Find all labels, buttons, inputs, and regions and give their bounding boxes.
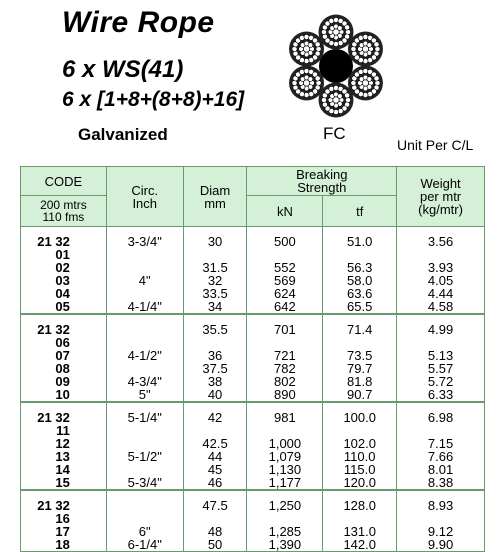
- cell-diam: 47.5: [183, 499, 247, 525]
- cell-diam: 30: [183, 235, 247, 261]
- core-label: FC: [323, 124, 346, 143]
- header-diam-line2: mm: [204, 195, 226, 211]
- cell-kn: 1,000: [247, 437, 323, 450]
- cell-weight: 4.58: [397, 300, 485, 314]
- cell-diam: 42: [183, 411, 247, 437]
- cell-kn: 1,130: [247, 463, 323, 476]
- table-row: [21, 261, 485, 274]
- cell-diam: 32: [183, 274, 247, 287]
- construction-label: 6 x WS(41): [62, 56, 184, 83]
- cell-weight: 7.66: [397, 450, 485, 463]
- header-circ-line1: Circ.: [131, 182, 159, 198]
- table-row: [21, 287, 485, 300]
- cell-kn: 642: [247, 300, 323, 314]
- cell-code: 21 32 01: [21, 235, 107, 261]
- cell-code: 07: [21, 349, 107, 362]
- cell-weight: 5.13: [397, 349, 485, 362]
- cell-tf: 65.5: [323, 300, 397, 314]
- table-row: [21, 463, 485, 476]
- header-weight: [397, 167, 485, 227]
- cell-code: 02: [21, 261, 107, 274]
- cell-weight: 8.01: [397, 463, 485, 476]
- table-row: [21, 362, 485, 375]
- cell-kn: 500: [247, 235, 323, 261]
- cell-tf: 102.0: [323, 437, 397, 450]
- cell-diam: 34: [183, 300, 247, 314]
- finish-label: Galvanized: [78, 125, 168, 144]
- cell-code: 03: [21, 274, 107, 287]
- cell-weight: 4.99: [397, 323, 485, 349]
- spec-table-body: [21, 227, 485, 552]
- header-kn: kN: [247, 196, 323, 227]
- table-row: [21, 437, 485, 450]
- cell-weight: 6.33: [397, 388, 485, 402]
- cell-tf: 131.0: [323, 525, 397, 538]
- cell-circ: 4": [106, 274, 183, 287]
- cell-diam: 35.5: [183, 323, 247, 349]
- cell-code: 13: [21, 450, 107, 463]
- cell-code: 21 32 16: [21, 499, 107, 525]
- cell-diam: 42.5: [183, 437, 247, 450]
- cell-weight: 8.93: [397, 499, 485, 525]
- cell-circ: 5": [106, 388, 183, 402]
- table-row: [21, 538, 485, 552]
- cell-kn: 552: [247, 261, 323, 274]
- cell-diam: 46: [183, 476, 247, 490]
- cell-weight: 5.57: [397, 362, 485, 375]
- cell-tf: 71.4: [323, 323, 397, 349]
- cell-kn: 782: [247, 362, 323, 375]
- cell-code: 18: [21, 538, 107, 552]
- cell-circ: [106, 323, 183, 349]
- cell-circ: 3-3/4": [106, 235, 183, 261]
- cell-kn: 569: [247, 274, 323, 287]
- table-row: [21, 375, 485, 388]
- cell-circ: 5-1/2": [106, 450, 183, 463]
- table-row: [21, 323, 485, 349]
- table-row: [21, 476, 485, 490]
- cell-weight: 9.90: [397, 538, 485, 552]
- cell-weight: 8.38: [397, 476, 485, 490]
- cell-kn: 981: [247, 411, 323, 437]
- cell-tf: 56.3: [323, 261, 397, 274]
- header-diam-line1: Diam: [199, 182, 231, 198]
- cell-kn: 721: [247, 349, 323, 362]
- header-tf: tf: [323, 196, 397, 227]
- header-diam: [183, 167, 247, 227]
- cell-diam: 38: [183, 375, 247, 388]
- header-weight-line1: Weight: [420, 176, 461, 191]
- cell-diam: 36: [183, 349, 247, 362]
- cell-kn: 1,285: [247, 525, 323, 538]
- cell-circ: 6": [106, 525, 183, 538]
- cell-tf: 58.0: [323, 274, 397, 287]
- cell-code: 17: [21, 525, 107, 538]
- cell-diam: 48: [183, 525, 247, 538]
- cell-diam: 37.5: [183, 362, 247, 375]
- cell-circ: 4-3/4": [106, 375, 183, 388]
- table-row: [21, 274, 485, 287]
- cell-tf: 115.0: [323, 463, 397, 476]
- cell-code: 04: [21, 287, 107, 300]
- cell-tf: 79.7: [323, 362, 397, 375]
- spacer-cell: [106, 314, 183, 323]
- cell-weight: 4.44: [397, 287, 485, 300]
- table-row: [21, 450, 485, 463]
- cell-code: 21 32 11: [21, 411, 107, 437]
- cell-tf: 100.0: [323, 411, 397, 437]
- header-breaking-line1: Breaking: [296, 167, 348, 182]
- cell-code: 08: [21, 362, 107, 375]
- cell-weight: 7.15: [397, 437, 485, 450]
- cell-weight: 6.98: [397, 411, 485, 437]
- cell-code: 05: [21, 300, 107, 314]
- cell-code: 14: [21, 463, 107, 476]
- cell-diam: 31.5: [183, 261, 247, 274]
- spec-table: [20, 166, 485, 552]
- header-breaking: [247, 167, 397, 196]
- cell-kn: 802: [247, 375, 323, 388]
- group-spacer: [21, 227, 485, 236]
- unit-note: Unit Per C/L: [397, 137, 474, 153]
- cell-weight: 9.12: [397, 525, 485, 538]
- rope-cross-section-icon: [284, 14, 388, 118]
- formula-label: 6 x [1+8+(8+8)+16]: [62, 88, 245, 111]
- cell-tf: 81.8: [323, 375, 397, 388]
- table-row: [21, 411, 485, 437]
- header-code-sub2: 110 fms: [42, 210, 85, 224]
- table-row: [21, 499, 485, 525]
- cell-tf: 51.0: [323, 235, 397, 261]
- cell-kn: 1,390: [247, 538, 323, 552]
- cell-tf: 110.0: [323, 450, 397, 463]
- cell-kn: 701: [247, 323, 323, 349]
- cell-circ: 5-1/4": [106, 411, 183, 437]
- cell-tf: 120.0: [323, 476, 397, 490]
- cell-circ: 4-1/2": [106, 349, 183, 362]
- header-code: CODE: [21, 167, 107, 196]
- table-row: [21, 388, 485, 402]
- cell-diam: 50: [183, 538, 247, 552]
- header-weight-line3: (kg/mtr): [418, 202, 463, 217]
- cell-tf: 128.0: [323, 499, 397, 525]
- cell-circ: [106, 499, 183, 525]
- cell-code: 10: [21, 388, 107, 402]
- cell-tf: 90.7: [323, 388, 397, 402]
- cell-diam: 44: [183, 450, 247, 463]
- page-title: Wire Rope: [62, 6, 215, 39]
- header-circ: [106, 167, 183, 227]
- cell-kn: 1,079: [247, 450, 323, 463]
- cell-diam: 33.5: [183, 287, 247, 300]
- cell-kn: 890: [247, 388, 323, 402]
- table-row: [21, 349, 485, 362]
- group-spacer: [21, 490, 485, 499]
- spacer-cell: [106, 490, 183, 499]
- cell-weight: 5.72: [397, 375, 485, 388]
- cell-diam: 45: [183, 463, 247, 476]
- cell-weight: 3.93: [397, 261, 485, 274]
- header-code-sub1: 200 mtrs: [40, 198, 87, 212]
- cell-code: 09: [21, 375, 107, 388]
- cell-circ: 6-1/4": [106, 538, 183, 552]
- cell-code: 12: [21, 437, 107, 450]
- header-weight-line2: per mtr: [419, 189, 462, 204]
- table-row: [21, 235, 485, 261]
- cell-code: 15: [21, 476, 107, 490]
- cell-circ: 5-3/4": [106, 476, 183, 490]
- cell-weight: 3.56: [397, 235, 485, 261]
- group-spacer: [21, 314, 485, 323]
- group-spacer: [21, 402, 485, 411]
- cell-code: 21 32 06: [21, 323, 107, 349]
- cell-kn: 624: [247, 287, 323, 300]
- header-code-sub: [21, 196, 107, 227]
- header-circ-line2: Inch: [132, 195, 158, 211]
- table-row: [21, 300, 485, 314]
- cell-tf: 142.0: [323, 538, 397, 552]
- cell-kn: 1,177: [247, 476, 323, 490]
- cell-tf: 73.5: [323, 349, 397, 362]
- table-row: [21, 525, 485, 538]
- cell-kn: 1,250: [247, 499, 323, 525]
- header-breaking-line2: Strength: [297, 180, 347, 195]
- cell-weight: 4.05: [397, 274, 485, 287]
- cell-diam: 40: [183, 388, 247, 402]
- cell-tf: 63.6: [323, 287, 397, 300]
- cell-circ: 4-1/4": [106, 300, 183, 314]
